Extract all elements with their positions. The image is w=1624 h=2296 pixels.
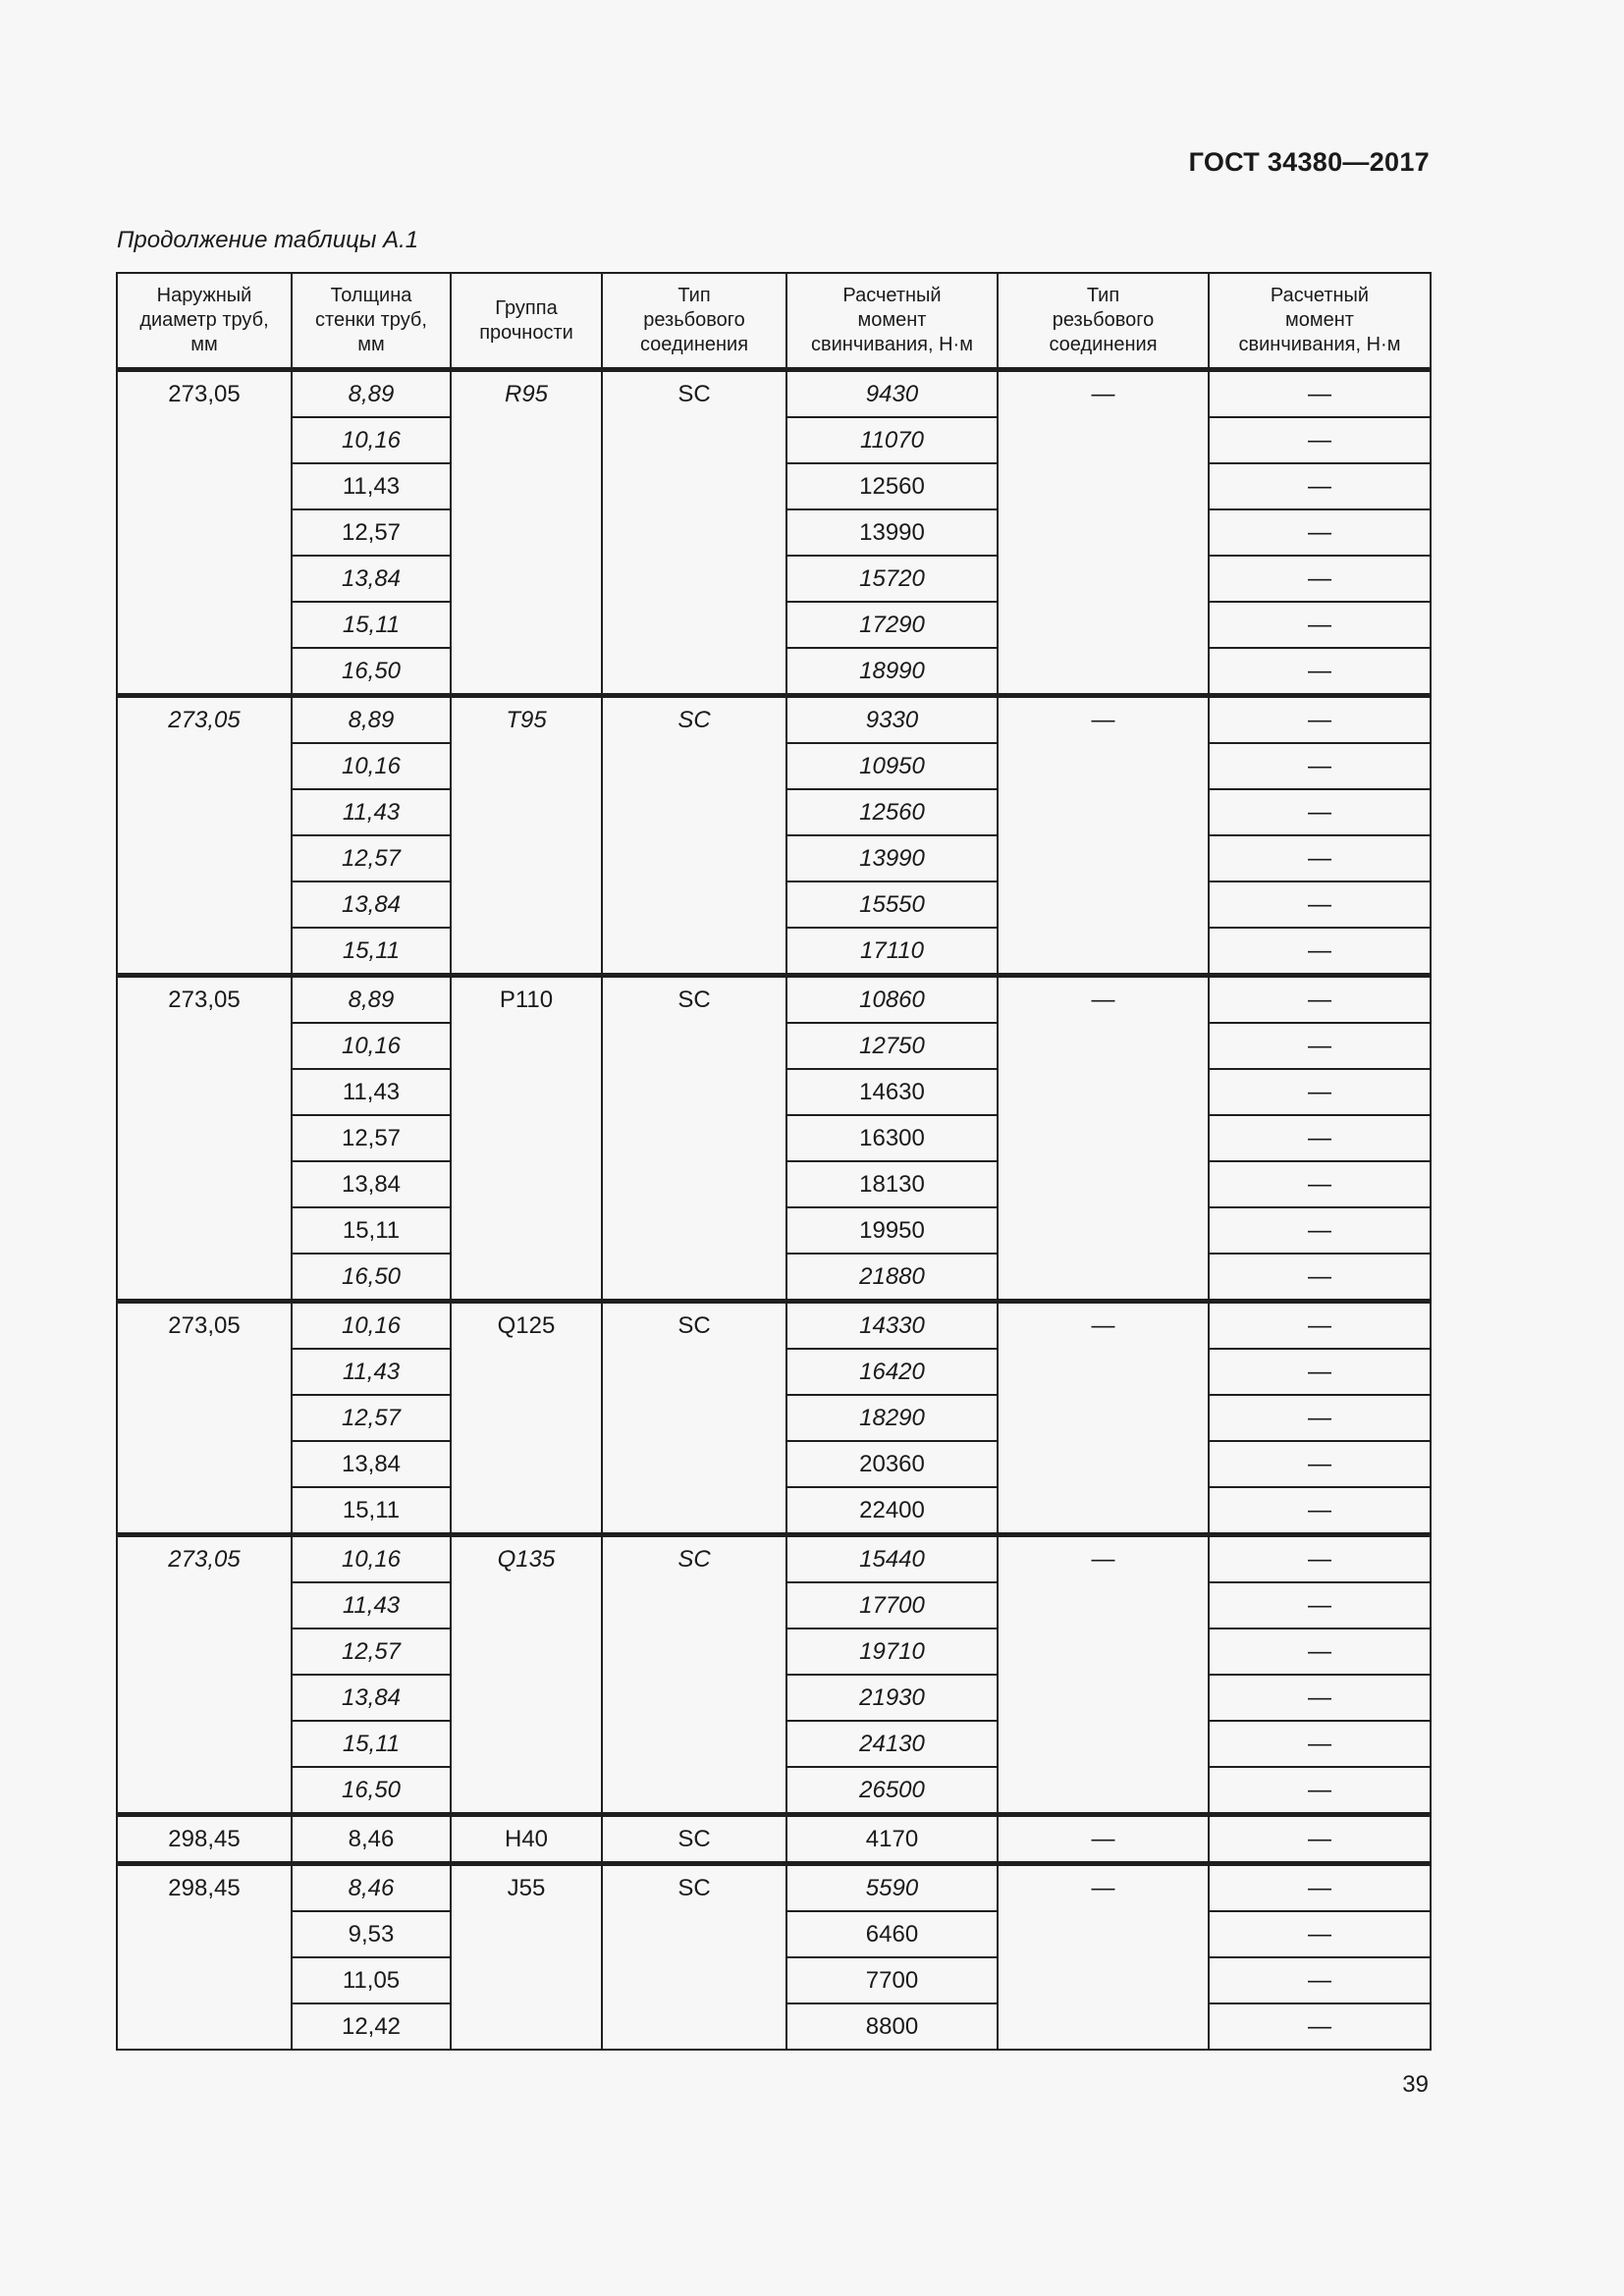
- thread-type-cell: SC: [602, 1535, 786, 1815]
- wall-thickness-cell: 8,46: [292, 1864, 451, 1912]
- column-header-line: Наружный: [156, 285, 252, 306]
- thread-type-2-cell: —: [998, 1535, 1209, 1815]
- strength-grade-cell: T95: [451, 696, 602, 976]
- table-row: [117, 1815, 1431, 1864]
- torque-table: [116, 272, 1432, 2051]
- strength-grade-cell: Q135: [451, 1535, 602, 1815]
- table-row: [117, 1864, 1431, 1912]
- makeup-torque-cell: 12750: [786, 1023, 998, 1069]
- thread-type-cell: SC: [602, 1815, 786, 1864]
- outer-diameter-cell: 298,45: [117, 1864, 292, 2051]
- makeup-torque-2-cell: —: [1209, 1207, 1431, 1254]
- makeup-torque-cell: 10860: [786, 976, 998, 1024]
- makeup-torque-2-cell: —: [1209, 976, 1431, 1024]
- table-row: [117, 976, 1431, 1024]
- column-header-line: прочности: [479, 321, 573, 344]
- makeup-torque-2-cell: —: [1209, 2003, 1431, 2050]
- makeup-torque-cell: 9430: [786, 370, 998, 418]
- wall-thickness-cell: 10,16: [292, 417, 451, 463]
- makeup-torque-cell: 10950: [786, 743, 998, 789]
- thread-type-2-cell: —: [998, 370, 1209, 696]
- wall-thickness-cell: 11,43: [292, 463, 451, 509]
- makeup-torque-cell: 22400: [786, 1487, 998, 1535]
- strength-grade-cell: R95: [451, 370, 602, 696]
- makeup-torque-2-cell: —: [1209, 1302, 1431, 1350]
- outer-diameter-cell: 273,05: [117, 696, 292, 976]
- column-header-line: Группа: [495, 296, 558, 319]
- column-header-line: момент: [1285, 309, 1354, 331]
- wall-thickness-cell: 12,57: [292, 509, 451, 556]
- wall-thickness-cell: 8,89: [292, 696, 451, 744]
- column-header-4: [602, 273, 786, 370]
- wall-thickness-cell: 12,57: [292, 1115, 451, 1161]
- makeup-torque-2-cell: —: [1209, 1441, 1431, 1487]
- thread-type-2-cell: —: [998, 1815, 1209, 1864]
- makeup-torque-cell: 12560: [786, 463, 998, 509]
- column-header-line: Расчетный: [842, 285, 942, 306]
- makeup-torque-2-cell: —: [1209, 835, 1431, 881]
- column-header-line: соединения: [1049, 334, 1158, 355]
- wall-thickness-cell: 15,11: [292, 1487, 451, 1535]
- thread-type-cell: SC: [602, 696, 786, 976]
- makeup-torque-cell: 24130: [786, 1721, 998, 1767]
- wall-thickness-cell: 11,43: [292, 789, 451, 835]
- makeup-torque-2-cell: —: [1209, 1254, 1431, 1302]
- wall-thickness-cell: 15,11: [292, 928, 451, 976]
- makeup-torque-cell: 9330: [786, 696, 998, 744]
- thread-type-2-cell: —: [998, 1302, 1209, 1535]
- wall-thickness-cell: 12,57: [292, 835, 451, 881]
- thread-type-2-cell: —: [998, 976, 1209, 1302]
- document-code: ГОСТ 34380—2017: [1188, 147, 1430, 177]
- makeup-torque-2-cell: —: [1209, 463, 1431, 509]
- column-header-line: резьбового: [643, 309, 745, 331]
- wall-thickness-cell: 15,11: [292, 1721, 451, 1767]
- wall-thickness-cell: 13,84: [292, 1675, 451, 1721]
- makeup-torque-cell: 20360: [786, 1441, 998, 1487]
- makeup-torque-cell: 19710: [786, 1629, 998, 1675]
- column-header-line: мм: [190, 334, 218, 355]
- makeup-torque-cell: 6460: [786, 1911, 998, 1957]
- makeup-torque-cell: 11070: [786, 417, 998, 463]
- table-group: [117, 1302, 1431, 1535]
- thread-type-cell: SC: [602, 976, 786, 1302]
- table-row: [117, 1535, 1431, 1583]
- makeup-torque-cell: 15720: [786, 556, 998, 602]
- makeup-torque-2-cell: —: [1209, 1115, 1431, 1161]
- table-group: [117, 1815, 1431, 1864]
- makeup-torque-cell: 15550: [786, 881, 998, 928]
- wall-thickness-cell: 16,50: [292, 1254, 451, 1302]
- makeup-torque-cell: 17290: [786, 602, 998, 648]
- strength-grade-cell: H40: [451, 1815, 602, 1864]
- makeup-torque-2-cell: —: [1209, 1721, 1431, 1767]
- thread-type-cell: SC: [602, 1864, 786, 2051]
- table-caption: Продолжение таблицы А.1: [117, 227, 419, 253]
- column-header-line: резьбового: [1052, 309, 1155, 331]
- outer-diameter-cell: 273,05: [117, 1302, 292, 1535]
- wall-thickness-cell: 11,43: [292, 1582, 451, 1629]
- outer-diameter-cell: 298,45: [117, 1815, 292, 1864]
- makeup-torque-2-cell: —: [1209, 1395, 1431, 1441]
- makeup-torque-2-cell: —: [1209, 602, 1431, 648]
- wall-thickness-cell: 12,42: [292, 2003, 451, 2050]
- wall-thickness-cell: 13,84: [292, 881, 451, 928]
- column-header-line: Тип: [1086, 285, 1120, 306]
- makeup-torque-cell: 14630: [786, 1069, 998, 1115]
- column-header-line: Тип: [677, 285, 711, 306]
- makeup-torque-cell: 17700: [786, 1582, 998, 1629]
- makeup-torque-2-cell: —: [1209, 1629, 1431, 1675]
- column-header-line: соединения: [639, 334, 749, 355]
- makeup-torque-2-cell: —: [1209, 1161, 1431, 1207]
- column-header-5: [786, 273, 998, 370]
- makeup-torque-2-cell: —: [1209, 1864, 1431, 1912]
- makeup-torque-2-cell: —: [1209, 928, 1431, 976]
- makeup-torque-2-cell: —: [1209, 1349, 1431, 1395]
- column-header-line: мм: [357, 334, 385, 355]
- wall-thickness-cell: 11,43: [292, 1069, 451, 1115]
- makeup-torque-cell: 26500: [786, 1767, 998, 1815]
- wall-thickness-cell: 16,50: [292, 648, 451, 696]
- table-group: [117, 1864, 1431, 2051]
- wall-thickness-cell: 13,84: [292, 556, 451, 602]
- makeup-torque-2-cell: —: [1209, 1069, 1431, 1115]
- wall-thickness-cell: 10,16: [292, 1535, 451, 1583]
- thread-type-2-cell: —: [998, 696, 1209, 976]
- wall-thickness-cell: 10,16: [292, 1302, 451, 1350]
- makeup-torque-2-cell: —: [1209, 696, 1431, 744]
- makeup-torque-cell: 16300: [786, 1115, 998, 1161]
- table-row: [117, 1302, 1431, 1350]
- wall-thickness-cell: 8,89: [292, 976, 451, 1024]
- makeup-torque-cell: 15440: [786, 1535, 998, 1583]
- column-header-line: момент: [857, 309, 927, 331]
- makeup-torque-cell: 12560: [786, 789, 998, 835]
- column-header-3: [451, 273, 602, 370]
- makeup-torque-cell: 18290: [786, 1395, 998, 1441]
- column-header-1: [117, 273, 292, 370]
- makeup-torque-cell: 13990: [786, 835, 998, 881]
- outer-diameter-cell: 273,05: [117, 976, 292, 1302]
- wall-thickness-cell: 12,57: [292, 1629, 451, 1675]
- table-row: [117, 696, 1431, 744]
- column-header-2: [292, 273, 451, 370]
- thread-type-cell: SC: [602, 370, 786, 696]
- makeup-torque-2-cell: —: [1209, 648, 1431, 696]
- makeup-torque-cell: 21930: [786, 1675, 998, 1721]
- thread-type-2-cell: —: [998, 1864, 1209, 2051]
- makeup-torque-2-cell: —: [1209, 789, 1431, 835]
- wall-thickness-cell: 16,50: [292, 1767, 451, 1815]
- makeup-torque-2-cell: —: [1209, 556, 1431, 602]
- makeup-torque-cell: 18990: [786, 648, 998, 696]
- wall-thickness-cell: 10,16: [292, 743, 451, 789]
- makeup-torque-2-cell: —: [1209, 1911, 1431, 1957]
- column-header-7: [1209, 273, 1431, 370]
- table-group: [117, 976, 1431, 1302]
- makeup-torque-cell: 8800: [786, 2003, 998, 2050]
- makeup-torque-2-cell: —: [1209, 1957, 1431, 2003]
- page-number: 39: [1402, 2071, 1429, 2098]
- makeup-torque-2-cell: —: [1209, 881, 1431, 928]
- makeup-torque-cell: 4170: [786, 1815, 998, 1864]
- makeup-torque-2-cell: —: [1209, 370, 1431, 418]
- makeup-torque-cell: 5590: [786, 1864, 998, 1912]
- wall-thickness-cell: 15,11: [292, 1207, 451, 1254]
- strength-grade-cell: Q125: [451, 1302, 602, 1535]
- table-group: [117, 696, 1431, 976]
- makeup-torque-cell: 13990: [786, 509, 998, 556]
- table-row: [117, 370, 1431, 418]
- makeup-torque-cell: 16420: [786, 1349, 998, 1395]
- makeup-torque-2-cell: —: [1209, 509, 1431, 556]
- thread-type-cell: SC: [602, 1302, 786, 1535]
- wall-thickness-cell: 13,84: [292, 1441, 451, 1487]
- makeup-torque-2-cell: —: [1209, 1582, 1431, 1629]
- makeup-torque-cell: 21880: [786, 1254, 998, 1302]
- makeup-torque-cell: 7700: [786, 1957, 998, 2003]
- makeup-torque-2-cell: —: [1209, 417, 1431, 463]
- column-header-line: свинчивания, Н·м: [1238, 334, 1401, 355]
- wall-thickness-cell: 11,05: [292, 1957, 451, 2003]
- outer-diameter-cell: 273,05: [117, 1535, 292, 1815]
- column-header-line: стенки труб,: [315, 309, 427, 331]
- table-group: [117, 370, 1431, 696]
- makeup-torque-2-cell: —: [1209, 1767, 1431, 1815]
- wall-thickness-cell: 8,89: [292, 370, 451, 418]
- strength-grade-cell: P110: [451, 976, 602, 1302]
- column-header-6: [998, 273, 1209, 370]
- wall-thickness-cell: 12,57: [292, 1395, 451, 1441]
- makeup-torque-cell: 14330: [786, 1302, 998, 1350]
- wall-thickness-cell: 10,16: [292, 1023, 451, 1069]
- column-header-line: свинчивания, Н·м: [811, 334, 973, 355]
- column-header-line: диаметр труб,: [139, 309, 269, 331]
- makeup-torque-2-cell: —: [1209, 1815, 1431, 1864]
- wall-thickness-cell: 11,43: [292, 1349, 451, 1395]
- wall-thickness-cell: 8,46: [292, 1815, 451, 1864]
- column-header-line: Расчетный: [1270, 285, 1370, 306]
- wall-thickness-cell: 9,53: [292, 1911, 451, 1957]
- makeup-torque-cell: 17110: [786, 928, 998, 976]
- table-header: [117, 273, 1431, 370]
- makeup-torque-2-cell: —: [1209, 1675, 1431, 1721]
- makeup-torque-cell: 18130: [786, 1161, 998, 1207]
- makeup-torque-2-cell: —: [1209, 1023, 1431, 1069]
- column-header-line: Толщина: [330, 285, 412, 306]
- makeup-torque-2-cell: —: [1209, 1487, 1431, 1535]
- header-row: [117, 273, 1431, 370]
- outer-diameter-cell: 273,05: [117, 370, 292, 696]
- table-group: [117, 1535, 1431, 1815]
- strength-grade-cell: J55: [451, 1864, 602, 2051]
- wall-thickness-cell: 13,84: [292, 1161, 451, 1207]
- makeup-torque-cell: 19950: [786, 1207, 998, 1254]
- makeup-torque-2-cell: —: [1209, 1535, 1431, 1583]
- makeup-torque-2-cell: —: [1209, 743, 1431, 789]
- wall-thickness-cell: 15,11: [292, 602, 451, 648]
